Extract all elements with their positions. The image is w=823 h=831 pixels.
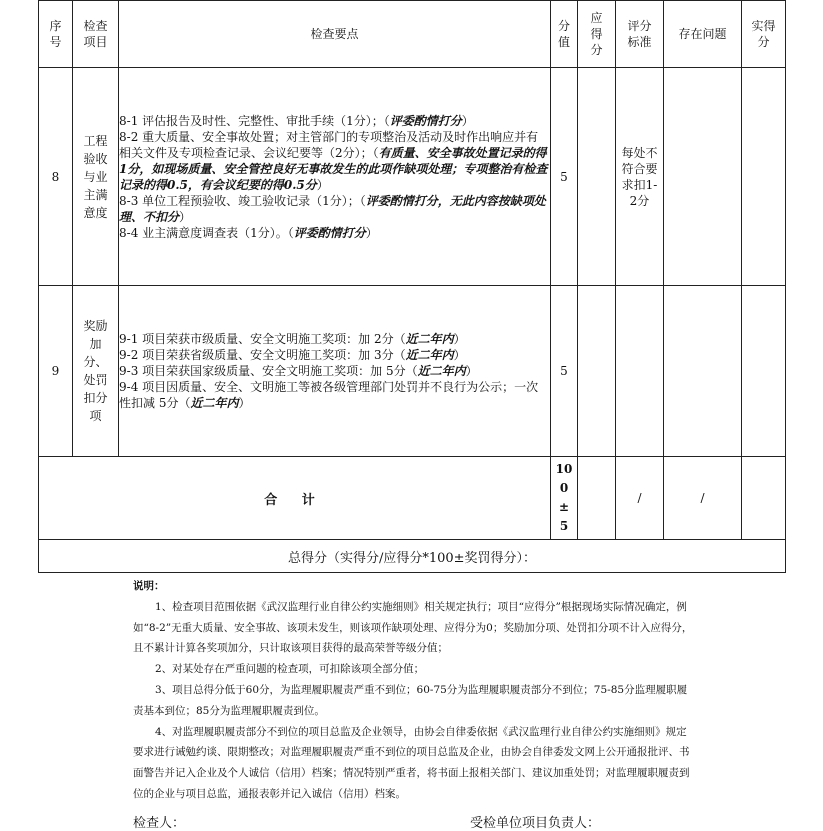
inspection-table xyxy=(38,0,786,573)
inspector-signature: 检查人： xyxy=(133,816,186,831)
row8-actual xyxy=(742,68,786,286)
row9-item: 奖励加分、处罚扣分项 xyxy=(73,286,119,457)
total-criteria: / xyxy=(616,457,664,540)
row9-point-2: 9-2 项目荣获省级质量、安全文明施工奖项：加 3分（近二年内） xyxy=(119,348,466,362)
header-issues: 存在问题 xyxy=(664,1,742,68)
row9-issues xyxy=(664,286,742,457)
header-should: 应得分 xyxy=(578,1,616,68)
row8-point-4: 8-4 业主满意度调查表（1分）。（评委酌情打分） xyxy=(119,225,378,240)
total-row xyxy=(39,457,786,540)
row9-points xyxy=(119,286,551,457)
row8-criteria: 每处不符合要求扣1-2分 xyxy=(616,68,664,286)
note-1: 1、检查项目范围依据《武汉监理行业自律公约实施细则》相关规定执行；项目“应得分”根据现场实际情况确定，例如“8-2”无重大质量、安全事故、该项未发生，则该项作缺项处理、应得分为0；奖励加分项、处罚扣分项不计入应得分，且不累计计算各奖项加分，只计取该项目获得的最高荣誉等级分值； xyxy=(133,600,693,655)
note-3: 3、项目总得分低于60分，为监理履职履责严重不到位；60-75分为监理履职履责部分不到位；75-85分监理履职履责基本到位；85分为监理履职履责到位。 xyxy=(133,683,688,717)
responsible-signature: 受检单位项目负责人： xyxy=(470,816,601,831)
row9-point-1: 9-1 项目荣获市级质量、安全文明施工奖项：加 2分（近二年内） xyxy=(119,332,466,346)
row9-point-4: 9-4 项目因质量、安全、文明施工等被各级管理部门处罚并不良行为公示；一次性扣减 5分（近二年内） xyxy=(119,380,539,410)
header-item: 检查项目 xyxy=(73,1,119,68)
header-score: 分值 xyxy=(551,1,578,68)
table-row xyxy=(39,68,786,286)
total-actual xyxy=(742,457,786,540)
total-label: 合 计 xyxy=(39,457,551,540)
row8-item: 工程验收与业主满意度 xyxy=(73,68,119,286)
total-score: 10 0 ± 5 xyxy=(551,457,578,540)
row9-point-3: 9-3 项目荣获国家级质量、安全文明施工奖项：加 5分（近二年内） xyxy=(119,364,478,378)
header-criteria: 评分标准 xyxy=(616,1,664,68)
note-2: 2、对某处存在严重问题的检查项，可扣除该项全部分值； xyxy=(155,663,425,676)
total-issues: / xyxy=(664,457,742,540)
row8-score: 5 xyxy=(551,68,578,286)
header-points: 检查要点 xyxy=(119,1,551,68)
table-row xyxy=(39,286,786,457)
row9-should xyxy=(578,286,616,457)
row8-point-1: 8-1 评估报告及时性、完整性、审批手续（1分）；（评委酌情打分） xyxy=(119,113,474,128)
row8-point-2: 8-2 重大质量、安全事故处置；对主管部门的专项整治及活动及时作出响应并有相关文件及专项检查记录、会议纪要等（2分）；（有质量、安全事故处置记录的得1分，如现场质量、安全管控良好无事故发生的此项作缺项处理；专项整治有检查记录的得0.5，有会议纪要的得0.5分） xyxy=(119,129,548,192)
total-should xyxy=(578,457,616,540)
notes xyxy=(133,576,693,805)
row9-actual xyxy=(742,286,786,457)
notes-title: 说明： xyxy=(133,580,165,592)
grand-total-row xyxy=(39,540,786,573)
row8-points xyxy=(119,68,551,286)
row8-issues xyxy=(664,68,742,286)
header-row xyxy=(39,1,786,68)
row8-should xyxy=(578,68,616,286)
grand-total-label: 总得分（实得分/应得分*100±奖罚得分）： xyxy=(39,540,786,573)
row8-seq: 8 xyxy=(39,68,73,286)
row9-seq: 9 xyxy=(39,286,73,457)
row9-score: 5 xyxy=(551,286,578,457)
row9-criteria xyxy=(616,286,664,457)
header-actual: 实得分 xyxy=(742,1,786,68)
note-4: 4、对监理履职履责部分不到位的项目总监及企业领导，由协会自律委依据《武汉监理行业自律公约实施细则》规定要求进行诫勉约谈、限期整改；对监理履职履责严重不到位的项目总监及企业，由协会自律委发文网上公开通报批评、书面警告并记入企业及个人诚信（信用）档案；情况特别严重者，将书面上报相关部门、建议加重处罚；对监理履职履责到位的企业与项目总监，通报表彰并记入诚信（信用）档案。 xyxy=(133,725,690,800)
header-seq: 序号 xyxy=(39,1,73,68)
row8-point-3: 8-3 单位工程预验收、竣工验收记录（1分）；（评委酌情打分，无此内容按缺项处理、不扣分） xyxy=(119,193,546,224)
